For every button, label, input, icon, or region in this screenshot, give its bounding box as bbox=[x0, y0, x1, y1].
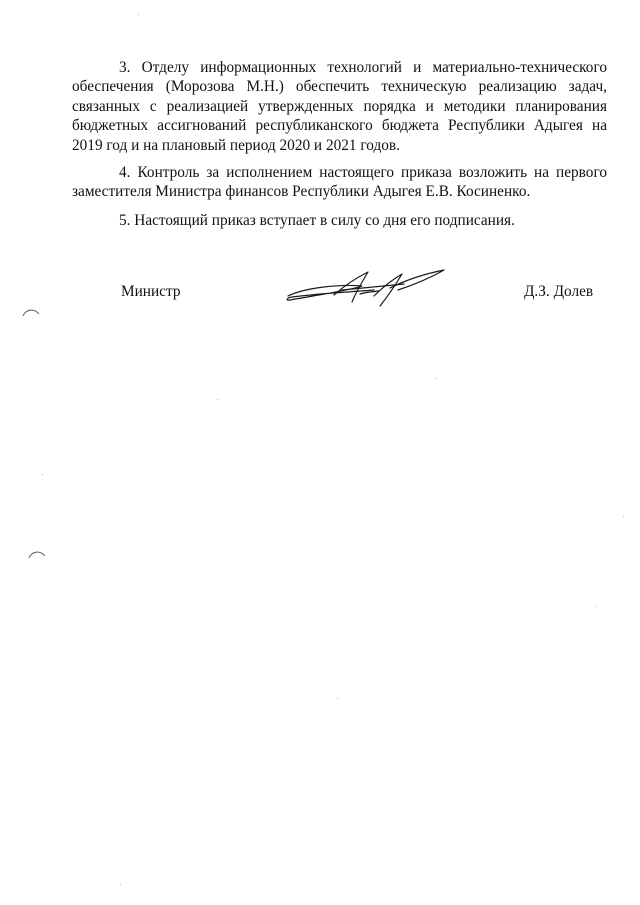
scan-speck bbox=[42, 474, 43, 475]
hole-punch-mark bbox=[28, 549, 46, 559]
scan-speck bbox=[337, 698, 338, 699]
hole-punch-mark bbox=[22, 307, 40, 317]
paragraph-5: 5. Настоящий приказ вступает в силу со дня его подписания. bbox=[119, 212, 515, 229]
scan-speck bbox=[436, 378, 437, 379]
handwritten-signature bbox=[282, 262, 452, 312]
scan-speck bbox=[120, 884, 121, 885]
signer-name: Д.З. Долев bbox=[524, 283, 594, 300]
scan-speck bbox=[623, 516, 624, 517]
paragraph-3: 3. Отделу информационных технологий и материально-технического обеспечения (Морозова М.Н.) обеспечить техническую реализацию задач, связанных с реализацией утвержденных порядка и методики планирования бюджетных ассигнований республиканского бюджета Республики Адыгея на 2019 год и на плановый период 2020 и 2021 годов. bbox=[72, 59, 607, 154]
paragraph-4: 4. Контроль за исполнением настоящего приказа возложить на первого заместителя Министра финансов Республики Адыгея Е.В. Косиненко. bbox=[72, 164, 607, 201]
scan-speck bbox=[138, 14, 139, 15]
scan-speck bbox=[596, 606, 597, 607]
signer-position: Министр bbox=[121, 283, 181, 300]
scan-speck bbox=[217, 399, 218, 400]
